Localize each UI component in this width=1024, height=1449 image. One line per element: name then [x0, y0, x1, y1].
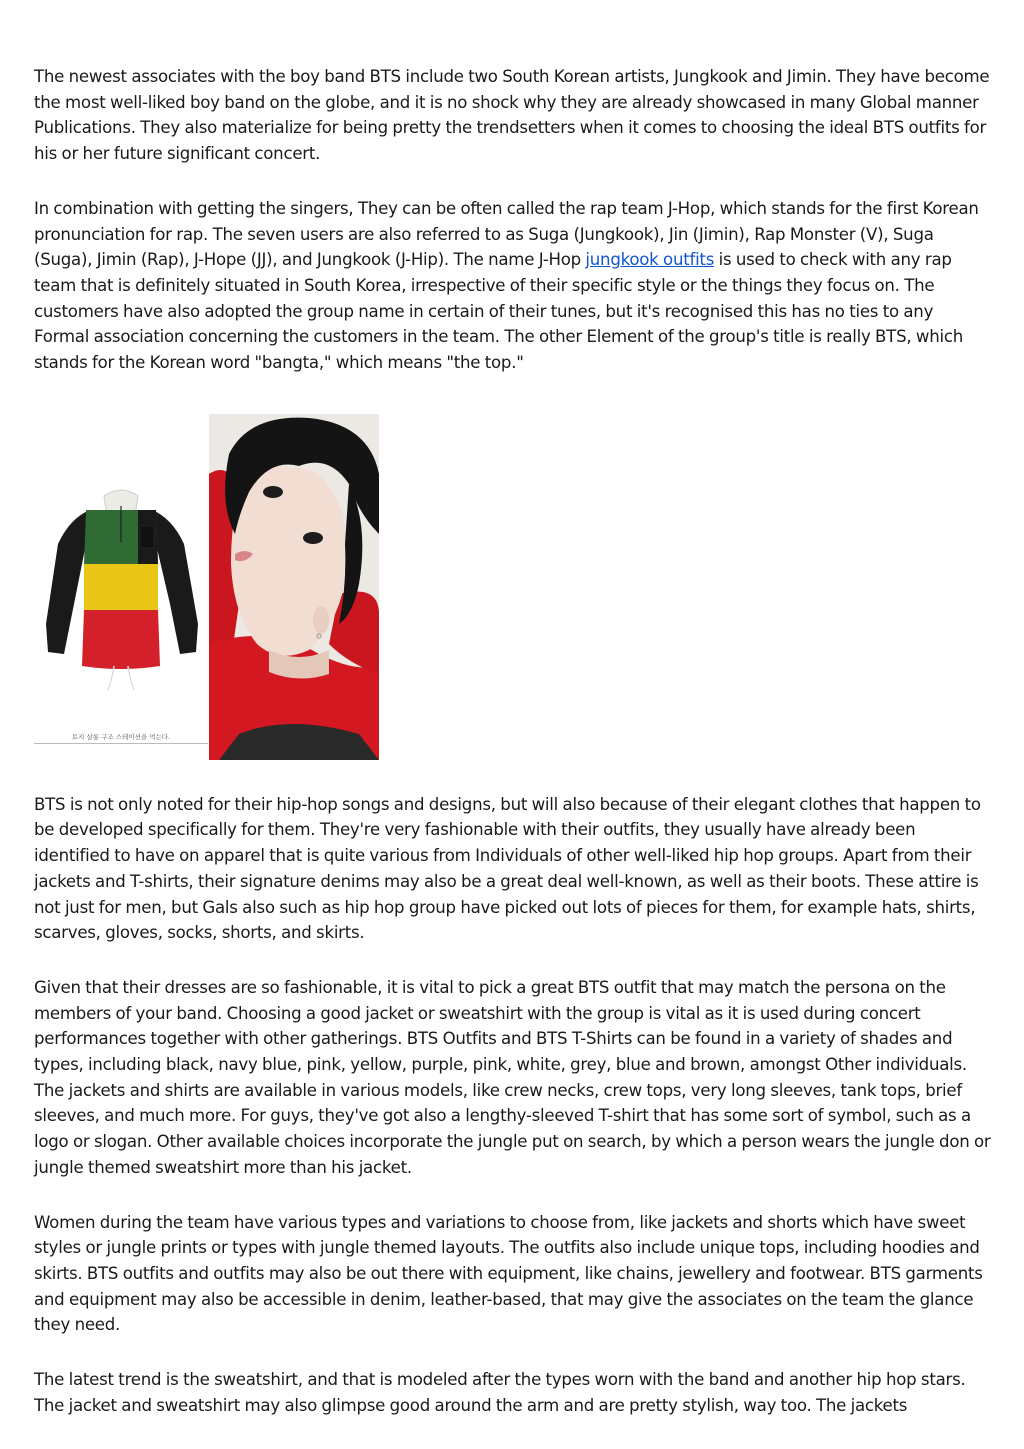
paragraph-rap-team: [34, 196, 992, 376]
paragraph-intro: The newest associates with the boy band BTS include two South Korean artists, Jungkook and Jimin. They have become the most well-liked boy band on the globe, and it is no shock why they are already showcased in many Global manner Publications. They also materialize for being pretty the trendsetters when it comes to choosing the ideal BTS outfits for his or her future significant concert.: [34, 67, 990, 164]
paragraph-women-options: Women during the team have various types and variations to choose from, like jackets and shorts which have sweet styles or jungle prints or types with jungle themed layouts. The outfits also include unique tops, including hoodies and skirts. BTS outfits and outfits may also be out there with equipment, like chains, jewellery and footwear. BTS garments and equipment may also be accessible in denim, leather-based, that may give the associates on the team the glance they need.: [34, 1212, 983, 1335]
paragraph-rap-team-text-start: In combination with getting the singers, They can be often called the rap team J-Hop, which stands for the first Korean pronunciation for rap. The seven users are also referred to as Suga (Jungkook), Jin (Jimin), Rap Monster (V), Suga (Suga), Jimin (Rap), J-Hope (JJ), and Jungkook (J-Hip). The name J-Hop: [34, 198, 979, 270]
portrait-photo: [209, 414, 379, 760]
jungkook-outfits-link[interactable]: jungkook outfits: [585, 250, 715, 270]
image-caption: 토지 살롱 구조 스테이션을 먹는다.: [71, 732, 171, 741]
paragraph-outfit-choice: Given that their dresses are so fashionable, it is vital to pick a great BTS outfit that may match the persona on the members of your band. Choosing a good jacket or sweatshirt with the group is vital as it is used during concert performances together with other gatherings. BTS Outfits and BTS T-Shirts can be found in a variety of shades and types, including black, navy blue, pink, yellow, purple, pink, white, grey, blue and brown, amongst Other individuals. The jackets and shirts are available in various models, like crew necks, crew tops, very long sleeves, tank tops, brief sleeves, and much more. For guys, they've got also a lengthy-sleeved T-shirt that has some sort of symbol, such as a logo or slogan. Other available choices incorporate the jungle put on search, by which a person wears the jungle don or jungle themed sweatshirt more than his jacket.: [34, 977, 991, 1177]
paragraph-rap-team-text-end: is used to check with any rap team that is definitely situated in South Korea, irrespective of their specific style or the things they focus on. The customers have also adopted the group name in certain of their tunes, but it's recognised this has no ties to any Formal association concerning the customers in the team. The other Element of the group's title is really BTS, which stands for the Korean word "bangta," which means "the top.": [34, 250, 963, 373]
article-body: [34, 64, 992, 1419]
sweatshirt-product-image: [34, 414, 208, 760]
caption-divider: [34, 743, 208, 744]
paragraph-clothes: BTS is not only noted for their hip-hop songs and designs, but will also because of their elegant clothes that happen to be developed specifically for them. They're very fashionable with their outfits, they usually have already been identified to have on apparel that is quite various from Individuals of other well-liked hip hop groups. Apart from their jackets and T-shirts, their signature denims may also be a great deal well-known, as well as their boots. These attire is not just for men, but Gals also such as hip hop group have picked out lots of pieces for them, for example hats, shirts, scarves, gloves, socks, shorts, and skirts.: [34, 794, 981, 943]
article-image: [34, 414, 379, 760]
paragraph-latest-trend: The latest trend is the sweatshirt, and that is modeled after the types worn with the band and another hip hop stars. The jacket and sweatshirt may also glimpse good around the arm and are pretty stylish, way too. The jackets: [34, 1370, 966, 1415]
